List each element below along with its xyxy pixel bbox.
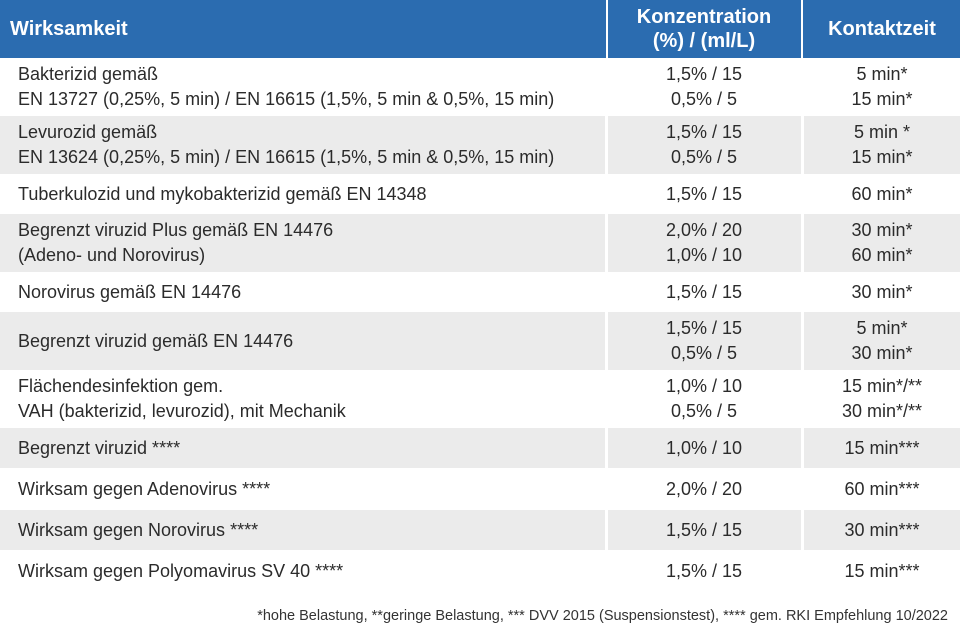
cell-wirksamkeit-line: (Adeno- und Norovirus) [18, 245, 206, 265]
cell-wirksamkeit [18, 468, 606, 510]
cell-konzentration-line: 0,5% / 5 [670, 147, 738, 167]
cell-konzentration [608, 272, 800, 312]
cell-wirksamkeit [18, 272, 606, 312]
cell-wirksamkeit-line: EN 13727 (0,25%, 5 min) / EN 16615 (1,5%, 5 min & 0,5%, 15 min) [18, 89, 555, 109]
table-row [0, 272, 960, 312]
cell-kontaktzeit-line: 5 min* [856, 318, 908, 338]
header-divider [801, 0, 803, 58]
table-row [0, 174, 960, 214]
cell-wirksamkeit-line: Tuberkulozid und mykobakterizid gemäß EN 14348 [18, 183, 427, 204]
cell-wirksamkeit [18, 312, 606, 370]
cell-wirksamkeit-line: Bakterizid gemäß [18, 64, 159, 84]
cell-konzentration-line: 1,0% / 10 [665, 376, 743, 396]
table-row [0, 214, 960, 272]
cell-kontaktzeit-line: 30 min* [851, 220, 913, 240]
cell-kontaktzeit-line: 5 min* [856, 64, 908, 84]
table-row [0, 468, 960, 510]
cell-kontaktzeit-line: 15 min*** [844, 437, 920, 458]
table-row [0, 312, 960, 370]
table-row [0, 370, 960, 428]
cell-konzentration-line: 1,5% / 15 [665, 318, 743, 338]
cell-wirksamkeit-line: Wirksam gegen Adenovirus **** [18, 478, 271, 499]
cell-konzentration [608, 370, 800, 428]
cell-konzentration [608, 214, 800, 272]
cell-konzentration [608, 58, 800, 116]
cell-konzentration-line: 1,0% / 10 [665, 245, 743, 265]
cell-kontaktzeit-line: 15 min* [851, 147, 913, 167]
cell-wirksamkeit-line: Wirksam gegen Polyomavirus SV 40 **** [18, 560, 344, 581]
cell-wirksamkeit-line: Begrenzt viruzid Plus gemäß EN 14476 [18, 220, 334, 240]
cell-konzentration [608, 174, 800, 214]
cell-konzentration-line: 1,5% / 15 [665, 281, 743, 302]
cell-kontaktzeit-line: 30 min*/** [841, 401, 923, 421]
cell-kontaktzeit-line: 60 min* [851, 245, 913, 265]
cell-wirksamkeit [18, 510, 606, 550]
cell-konzentration-line: 0,5% / 5 [670, 343, 738, 363]
cell-konzentration [608, 468, 800, 510]
cell-wirksamkeit-line: Wirksam gegen Norovirus **** [18, 519, 259, 540]
header-konzentration [608, 0, 800, 58]
cell-kontaktzeit-line: 15 min*** [844, 560, 920, 581]
cell-kontaktzeit-line: 5 min * [853, 122, 911, 142]
cell-konzentration-line: 2,0% / 20 [665, 220, 743, 240]
table-row [0, 116, 960, 174]
table-header [0, 0, 960, 58]
cell-wirksamkeit-line: Begrenzt viruzid gemäß EN 14476 [18, 330, 294, 351]
cell-wirksamkeit [18, 58, 606, 116]
cell-konzentration [608, 510, 800, 550]
footnote: *hohe Belastung, **geringe Belastung, *** DVV 2015 (Suspensionstest), **** gem. RKI Empfehlung 10/2022 [257, 608, 948, 624]
cell-wirksamkeit-line: Norovirus gemäß EN 14476 [18, 281, 242, 302]
cell-wirksamkeit [18, 370, 606, 428]
table-row [0, 58, 960, 116]
cell-kontaktzeit [804, 174, 960, 214]
cell-konzentration-line: 0,5% / 5 [670, 89, 738, 109]
cell-wirksamkeit [18, 214, 606, 272]
cell-kontaktzeit [804, 510, 960, 550]
cell-konzentration-line: 1,5% / 15 [665, 64, 743, 84]
cell-kontaktzeit-line: 60 min* [851, 183, 913, 204]
cell-konzentration-line: 1,5% / 15 [665, 519, 743, 540]
cell-kontaktzeit [804, 468, 960, 510]
header-wirksamkeit: Wirksamkeit [10, 17, 128, 40]
cell-kontaktzeit-line: 30 min* [851, 343, 913, 363]
cell-kontaktzeit-line: 60 min*** [844, 478, 920, 499]
cell-wirksamkeit [18, 550, 606, 592]
table-row [0, 428, 960, 468]
cell-konzentration-line: 0,5% / 5 [670, 401, 738, 421]
cell-wirksamkeit [18, 116, 606, 174]
cell-wirksamkeit-line: Begrenzt viruzid **** [18, 437, 181, 458]
cell-konzentration-line: 1,5% / 15 [665, 560, 743, 581]
cell-kontaktzeit [804, 58, 960, 116]
cell-konzentration [608, 116, 800, 174]
cell-konzentration-line: 1,0% / 10 [665, 437, 743, 458]
header-konzentration-line2: (%) / (ml/L) [652, 30, 756, 52]
cell-kontaktzeit-line: 30 min* [851, 281, 913, 302]
cell-wirksamkeit [18, 174, 606, 214]
cell-kontaktzeit [804, 312, 960, 370]
cell-konzentration [608, 312, 800, 370]
header-konzentration-line1: Konzentration [636, 6, 772, 28]
cell-kontaktzeit [804, 428, 960, 468]
cell-kontaktzeit-line: 15 min*/** [841, 376, 923, 396]
cell-konzentration [608, 428, 800, 468]
cell-wirksamkeit [18, 428, 606, 468]
cell-konzentration-line: 2,0% / 20 [665, 478, 743, 499]
cell-kontaktzeit [804, 550, 960, 592]
cell-kontaktzeit [804, 370, 960, 428]
cell-kontaktzeit-line: 30 min*** [844, 519, 920, 540]
cell-wirksamkeit-line: EN 13624 (0,25%, 5 min) / EN 16615 (1,5%, 5 min & 0,5%, 15 min) [18, 147, 555, 167]
cell-kontaktzeit [804, 116, 960, 174]
cell-konzentration-line: 1,5% / 15 [665, 122, 743, 142]
cell-konzentration-line: 1,5% / 15 [665, 183, 743, 204]
cell-konzentration [608, 550, 800, 592]
cell-wirksamkeit-line: VAH (bakterizid, levurozid), mit Mechanik [18, 401, 346, 421]
cell-kontaktzeit-line: 15 min* [851, 89, 913, 109]
cell-wirksamkeit-line: Flächendesinfektion gem. [18, 376, 224, 396]
table-row [0, 510, 960, 550]
cell-kontaktzeit [804, 214, 960, 272]
cell-kontaktzeit [804, 272, 960, 312]
header-kontaktzeit: Kontaktzeit [828, 17, 936, 40]
cell-wirksamkeit-line: Levurozid gemäß [18, 122, 158, 142]
table-row [0, 550, 960, 592]
